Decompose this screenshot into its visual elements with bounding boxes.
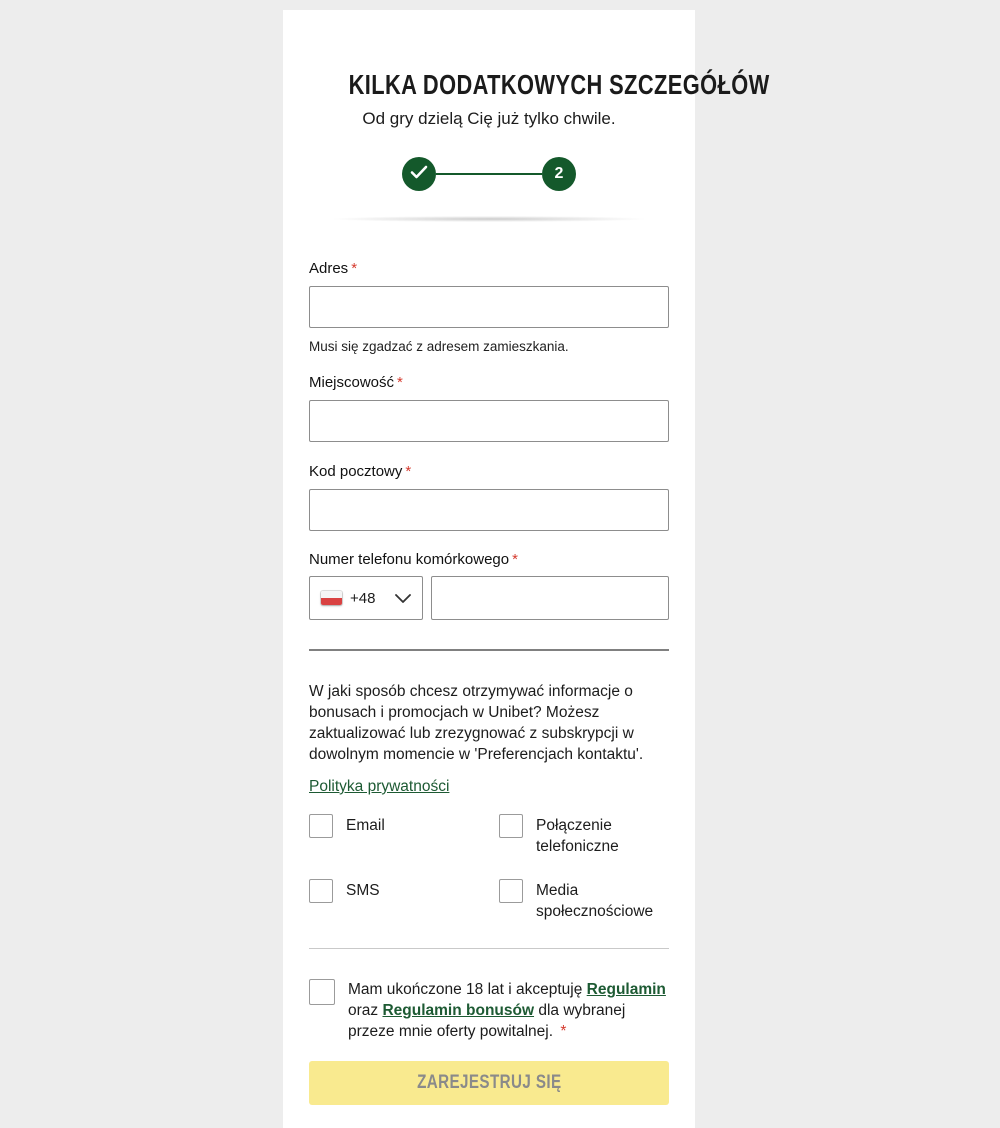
phone-call-checkbox[interactable] (499, 814, 523, 838)
poland-flag-icon (321, 591, 342, 605)
check-icon (410, 165, 428, 184)
postal-code-input[interactable] (309, 489, 669, 531)
city-input[interactable] (309, 400, 669, 442)
phone-field-row (309, 576, 669, 620)
registration-card (283, 10, 770, 1128)
social-media-label: Media społecznościowe (536, 882, 654, 920)
city-label: Miejscowość * (309, 374, 403, 391)
terms-link[interactable]: Regulamin (586, 981, 666, 998)
address-input[interactable] (309, 286, 669, 328)
page-title: KILKA DODATKOWYCH SZCZEGÓŁÓW (348, 69, 770, 100)
channel-social-media[interactable] (499, 879, 669, 922)
progress-stepper (309, 157, 669, 191)
channel-phone-call[interactable] (499, 814, 669, 857)
register-button-label: ZAREJESTRUJ SIĘ (416, 1072, 562, 1093)
bonus-terms-link[interactable]: Regulamin bonusów (382, 1002, 535, 1019)
channel-email[interactable] (309, 814, 499, 857)
email-checkbox[interactable] (309, 814, 333, 838)
terms-checkbox[interactable] (309, 979, 335, 1005)
dial-code-select[interactable] (309, 576, 423, 620)
section-divider (309, 649, 669, 651)
step-1-completed (402, 157, 436, 191)
address-label: Adres * (309, 260, 358, 277)
register-button[interactable] (309, 1061, 669, 1105)
postal-code-label: Kod pocztowy * (309, 463, 412, 480)
required-marker: * (512, 551, 518, 568)
email-label: Email (346, 817, 385, 834)
privacy-policy-link[interactable]: Polityka prywatności (309, 778, 450, 795)
marketing-channels-grid (309, 814, 669, 922)
required-marker: * (397, 374, 403, 391)
phone-input[interactable] (431, 576, 669, 620)
required-marker: * (405, 463, 412, 480)
stepper-connector (436, 173, 542, 175)
step-2-number: 2 (554, 165, 564, 182)
header-shadow-divider (334, 216, 644, 222)
terms-text: Mam ukończone 18 lat i akceptuję Regulamin oraz Regulamin bonusów dla wybranej przeze mnie oferty powitalnej. * (348, 981, 666, 1040)
phone-call-label: Połączenie telefoniczne (536, 817, 619, 855)
page-subtitle: Od gry dzielą Cię już tylko chwile. (362, 109, 616, 128)
dial-code-value: +48 (350, 589, 376, 607)
sms-checkbox[interactable] (309, 879, 333, 903)
required-marker: * (560, 1023, 567, 1040)
terms-row (309, 979, 669, 1042)
marketing-description: W jaki sposób chcesz otrzymywać informacje o bonusach i promocjach w Unibet? Możesz zaktualizować lub zrezygnować z subskrypcji w dowolnym momencie w 'Preferencjach kontaktu'. (309, 683, 644, 763)
phone-label: Numer telefonu komórkowego * (309, 551, 518, 568)
chevron-down-icon (395, 594, 411, 603)
channel-sms[interactable] (309, 879, 499, 922)
step-2-current (542, 157, 576, 191)
terms-divider (309, 948, 669, 949)
required-marker: * (351, 260, 358, 277)
address-helper-text: Musi się zgadzać z adresem zamieszkania. (309, 339, 569, 354)
social-media-checkbox[interactable] (499, 879, 523, 903)
sms-label: SMS (346, 882, 380, 899)
